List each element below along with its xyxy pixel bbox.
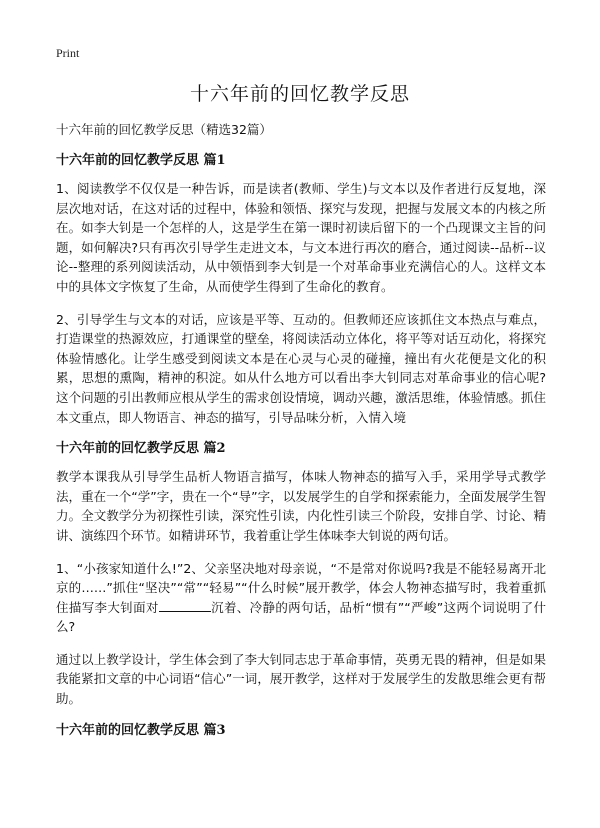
section-2-paragraph-3: 通过以上教学设计，学生体会到了李大钊同志忠于革命事情，英勇无畏的精神，但是如果我能紧扣文章的中心词语“信心”一词，展开教学，这样对于发展学生的发散思维会更有帮助。	[56, 651, 546, 707]
section-heading-3: 十六年前的回忆教学反思 篇3	[56, 722, 226, 738]
article-subtitle: 十六年前的回忆教学反思（精选32篇）	[56, 122, 272, 137]
fill-in-blank-line	[159, 599, 211, 612]
section-2-paragraph-2-part-2: 沉着、冷静的两句话，品析“惯有”“严峻”这两个词说明了什么?	[56, 599, 546, 635]
article-body	[56, 121, 546, 749]
section-2-paragraph-1: 教学本课我从引导学生品析人物语言描写，体味人物神态的描写入手，采用学导式教学法，重在一个“学”字，贵在一个“导”字，以发展学生的自学和探索能力，全面发展学生智力。全文教学分为初探性引读，深究性引读，内化性引读三个阶段，安排自学、讨论、精讲、演练四个环节。如精讲环节，我着重让学生体味李大钊说的两句话。	[56, 469, 546, 543]
section-heading-2: 十六年前的回忆教学反思 篇2	[56, 441, 226, 457]
print-link[interactable]: Print	[56, 46, 80, 60]
section-2-paragraph-2	[56, 559, 546, 637]
section-heading-1: 十六年前的回忆教学反思 篇1	[56, 153, 226, 168]
section-1-paragraph-2: 2、引导学生与文本的对话，应该是平等、互动的。但教师还应该抓住文本热点与难点，打造课堂的热源效应，打通课堂的壁垒，将阅读活动立体化，将平等对话互动化，将探究体验情感化。让学生感受到阅读文本是在心灵与心灵的碰撞，撞出有火花便是文化的积累，思想的熏陶，精神的积淀。如从什么地方可以看出李大钊同志对革命事业的信心呢?这个问题的引出教师应根从学生的需求创设情境，调动兴趣，激活思维，体验情感。抓住本文重点，即人物语言、神态的描写，引导品味分析，入情入境	[56, 311, 546, 425]
section-2-paragraph-2-part-1: 1、“小孩家知道什么!”2、父亲坚决地对母亲说，“不是常对你说吗?我是不能轻易离开北京的……”抓住“坚决”“常”“轻易”“什么时候”展开教学，体会人物神态描写时，我着重抓住描写李大钊面对	[56, 560, 546, 615]
section-1-paragraph-1: 1、阅读教学不仅仅是一种告诉，而是读者(教师、学生)与文本以及作者进行反复地，深层次地对话，在这对话的过程中，体验和领悟、探究与发现，把握与发展文本的内核之所在。如李大钊是一个怎样的人，这是学生在第一课时初读后留下的一个凸现课文主旨的问题，如何解决?只有再次引导学生走进文本，与文本进行再次的磨合，通过阅读--品析--议论--整理的系列阅读活动，从中领悟到李大钊是一个对革命事业充满信心的人。这样文本中的具体文字恢复了生命，从而使学生得到了生命化的教育。	[56, 181, 546, 294]
page-title: 十六年前的回忆教学反思	[189, 83, 410, 105]
